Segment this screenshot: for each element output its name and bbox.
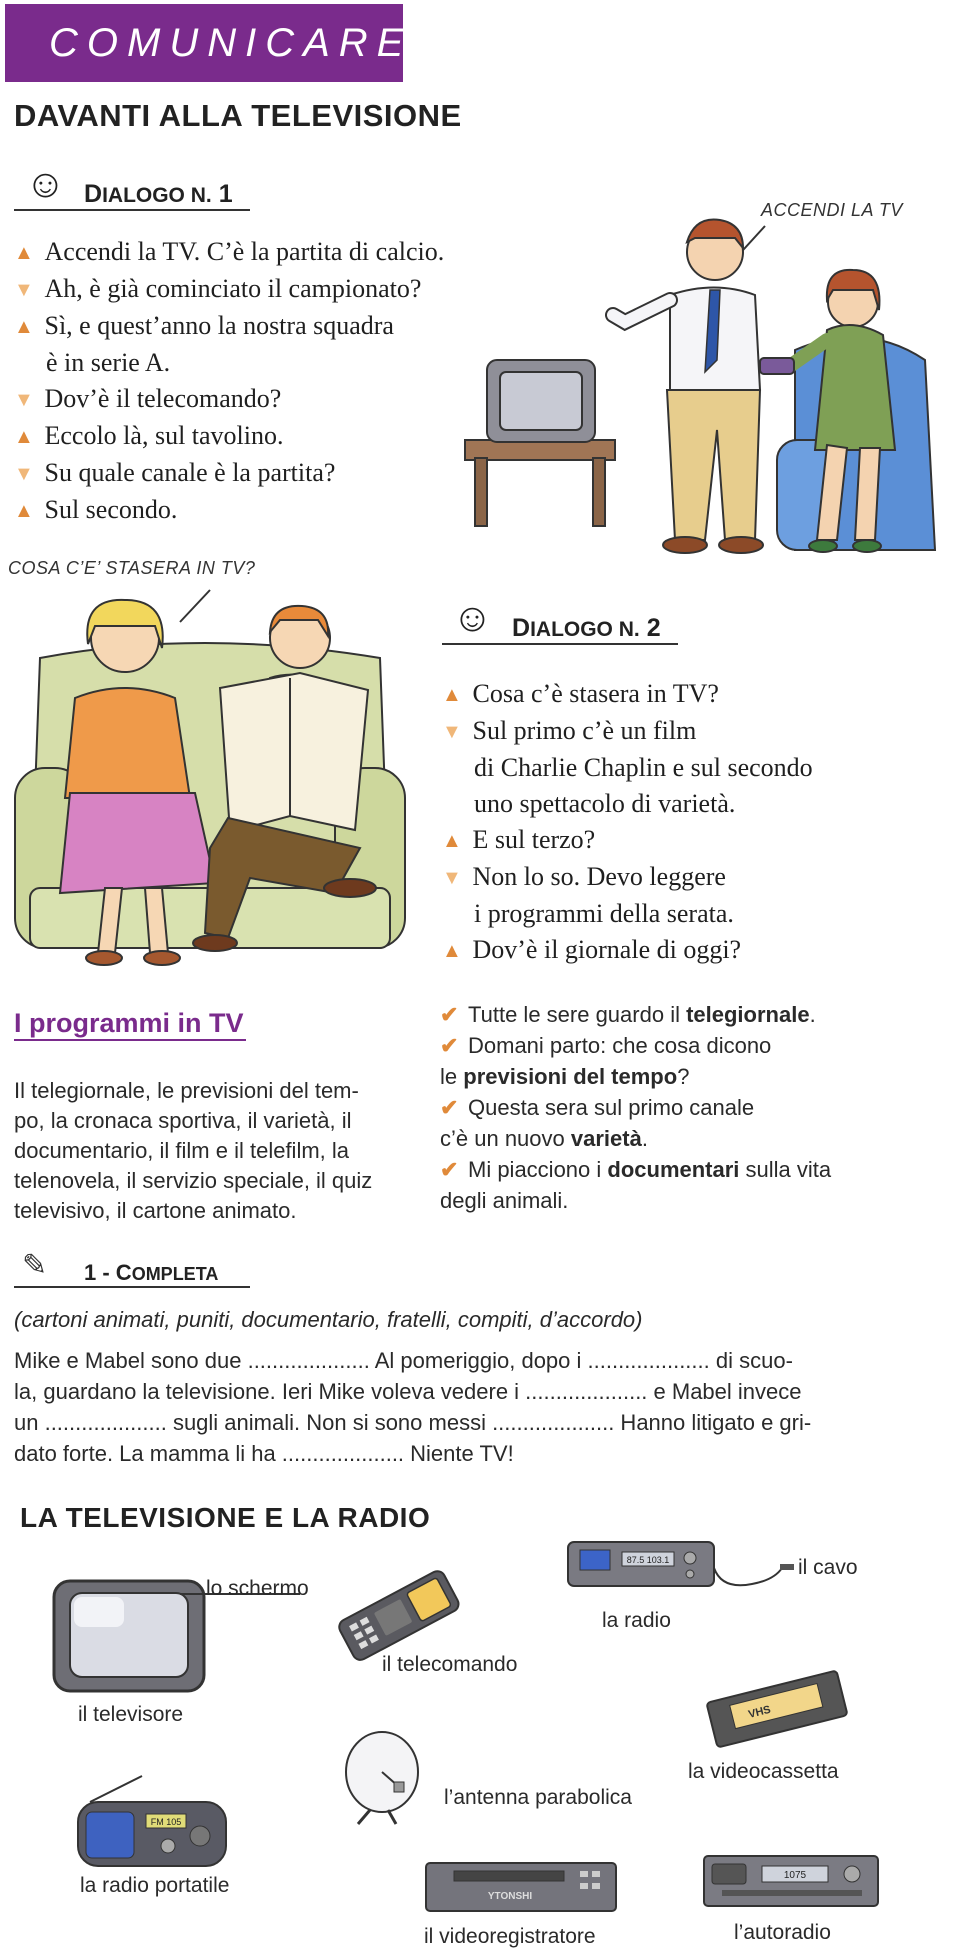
speaker-b-triangle-icon: ▼: [442, 721, 462, 743]
section-banner: COMUNICARE: [5, 4, 403, 82]
dialog-line-text: Sul secondo.: [44, 495, 178, 524]
sofa-drawing: [0, 548, 420, 980]
pencil-icon: ✎: [22, 1249, 48, 1282]
satellite-dish-icon: [336, 1728, 436, 1828]
cassette-label: VHS: [747, 1703, 773, 1721]
checkmark-icon: ✔: [440, 1157, 459, 1182]
programmi-line: Il telegiornale, le previsioni del tem-: [14, 1078, 359, 1103]
dialog-line-text: Cosa c’è stasera in TV?: [472, 679, 719, 708]
radio-display: 87.5 103.1: [626, 1555, 670, 1565]
dialog-line: [14, 418, 444, 455]
checkmark-icon: ✔: [440, 1002, 459, 1027]
radio-icon: [566, 1540, 716, 1590]
car-radio-icon: [702, 1852, 882, 1912]
label-autoradio: l’autoradio: [734, 1921, 831, 1944]
exercise-word-bank: (cartoni animati, puniti, documentario, fratelli, compiti, d’accordo): [14, 1307, 643, 1332]
exercise-line: dato forte. La mamma li ha .................... Niente TV!: [14, 1441, 514, 1466]
television-icon: [50, 1577, 210, 1699]
dialog-line: [14, 345, 444, 381]
dialogo1-lines: [14, 234, 444, 529]
label-videocassetta: la videocassetta: [688, 1760, 839, 1783]
speech-bubble-text: COSA C’E’ STASERA IN TV?: [8, 558, 256, 578]
speaker-a-triangle-icon: ▲: [442, 830, 462, 852]
dialog-line-text: Dov’è il telecomando?: [44, 384, 282, 413]
page-title: DAVANTI ALLA TELEVISIONE: [14, 98, 462, 133]
programmi-line: telenovela, il servizio speciale, il quiz: [14, 1168, 373, 1193]
example-line: ✔ Domani parto: che cosa dicono: [440, 1030, 940, 1061]
dialog-line: [442, 896, 813, 932]
dialogo2-heading: DIALOGO N. 2: [442, 614, 678, 645]
vocab-title: LA TELEVISIONE E LA RADIO: [20, 1502, 431, 1533]
example-line: degli animali.: [440, 1188, 569, 1213]
dialog-line: [14, 455, 444, 492]
dialog-line-text: Eccolo là, sul tavolino.: [44, 421, 284, 450]
speaker-a-triangle-icon: ▲: [14, 242, 34, 264]
smiley-icon: ☺: [25, 162, 66, 206]
example-line: ✔ Tutte le sere guardo il telegiornale.: [440, 999, 940, 1030]
speaker-a-triangle-icon: ▲: [14, 500, 34, 522]
dialog-line-text: Non lo so. Devo leggere: [472, 862, 726, 891]
programmi-line: po, la cronaca sportiva, il varietà, il: [14, 1108, 352, 1133]
dialog-line-text: Accendi la TV. C’è la partita di calcio.: [44, 237, 445, 266]
label-videoregistratore: il videoregistratore: [424, 1925, 596, 1948]
portable-radio-icon: [72, 1772, 232, 1872]
dialog-line: [14, 234, 444, 271]
label-televisore: il televisore: [78, 1703, 184, 1726]
programmi-text: [14, 1076, 434, 1226]
dialog-line-text: Su quale canale è la partita?: [44, 458, 336, 487]
example-line: c’è un nuovo varietà.: [440, 1126, 648, 1151]
dialog-line-text: Dov’è il giornale di oggi?: [472, 935, 742, 964]
vcr-brand: YTONSHI: [487, 1891, 533, 1902]
portable-radio-display: FM 105: [150, 1817, 182, 1827]
dialog-line-text: Ah, è già cominciato il campionato?: [44, 274, 422, 303]
dialog-line: [442, 822, 813, 859]
speech-bubble-text: ACCENDI LA TV: [761, 200, 903, 220]
speaker-b-triangle-icon: ▼: [442, 867, 462, 889]
dialog-line-text: uno spettacolo di varietà.: [474, 789, 736, 818]
highlighted-term: previsioni del tempo: [463, 1064, 678, 1089]
programmi-line: documentario, il film e il telefilm, la: [14, 1138, 350, 1163]
example-line: ✔ Questa sera sul primo canale: [440, 1092, 940, 1123]
dialog-line: [442, 859, 813, 896]
dialog-line: [442, 676, 813, 713]
label-radio-portatile: la radio portatile: [80, 1874, 230, 1897]
exercise-heading: 1 - COMPLETA: [14, 1260, 250, 1288]
dialog-line-text: E sul terzo?: [472, 825, 596, 854]
dialog-line: [14, 381, 444, 418]
dialog-line: [14, 271, 444, 308]
highlighted-term: telegiornale: [686, 1002, 810, 1027]
programmi-line: televisivo, il cartone animato.: [14, 1198, 297, 1223]
speaker-b-triangle-icon: ▼: [14, 279, 34, 301]
programmi-examples: [440, 999, 940, 1216]
dialogo2-lines: [442, 676, 813, 969]
dialog-line: [14, 492, 444, 529]
dialogo1-heading: DIALOGO N. 1: [14, 180, 250, 211]
highlighted-term: documentari: [607, 1157, 740, 1182]
label-schermo: lo schermo: [206, 1577, 309, 1600]
dialog-line-text: i programmi della serata.: [474, 899, 734, 928]
label-antenna-parabolica: l’antenna parabolica: [444, 1786, 632, 1809]
checkmark-icon: ✔: [440, 1095, 459, 1120]
label-radio: la radio: [602, 1609, 671, 1632]
speaker-b-triangle-icon: ▼: [14, 463, 34, 485]
dialog-line: [14, 308, 444, 345]
label-telecomando: il telecomando: [382, 1653, 518, 1676]
speaker-a-triangle-icon: ▲: [442, 684, 462, 706]
dialog-line-text: Sì, e quest’anno la nostra squadra: [44, 311, 394, 340]
speaker-b-triangle-icon: ▼: [14, 389, 34, 411]
exercise-line: un .................... sugli animali. Non si sono messi .................... Hanno litigato e gri-: [14, 1410, 812, 1435]
dialogo2-illustration: [0, 548, 420, 980]
smiley-icon: ☺: [452, 596, 493, 640]
remote-control-icon: [330, 1568, 466, 1664]
dialog-line: [442, 713, 813, 750]
exercise-line: Mike e Mabel sono due .................... Al pomeriggio, dopo i .................... di scuo-: [14, 1348, 793, 1373]
videocassette-icon: [702, 1668, 852, 1750]
speaker-a-triangle-icon: ▲: [442, 940, 462, 962]
dialog-line: [442, 932, 813, 969]
checkmark-icon: ✔: [440, 1033, 459, 1058]
dialog-line-text: Sul primo c’è un film: [472, 716, 697, 745]
example-line: ✔ Mi piacciono i documentari sulla vita: [440, 1154, 940, 1185]
living-room-drawing: [455, 190, 955, 570]
dialog-line-text: di Charlie Chaplin e sul secondo: [474, 753, 813, 782]
dialog-line-text: è in serie A.: [46, 348, 171, 377]
example-line: le previsioni del tempo?: [440, 1064, 690, 1089]
video-recorder-icon: [424, 1857, 620, 1917]
car-radio-display: 1075: [783, 1870, 807, 1881]
label-cavo: il cavo: [798, 1556, 858, 1579]
dialog-line: [442, 750, 813, 786]
exercise-text: [14, 1345, 949, 1469]
cable-icon: [712, 1560, 802, 1600]
programmi-title: I programmi in TV: [14, 1008, 246, 1041]
speaker-a-triangle-icon: ▲: [14, 426, 34, 448]
dialog-line: [442, 786, 813, 822]
highlighted-term: varietà: [570, 1126, 642, 1151]
speaker-a-triangle-icon: ▲: [14, 316, 34, 338]
exercise-line: la, guardano la televisione. Ieri Mike voleva vedere i .................... e Mabel invece: [14, 1379, 802, 1404]
dialogo1-illustration: [455, 190, 955, 570]
